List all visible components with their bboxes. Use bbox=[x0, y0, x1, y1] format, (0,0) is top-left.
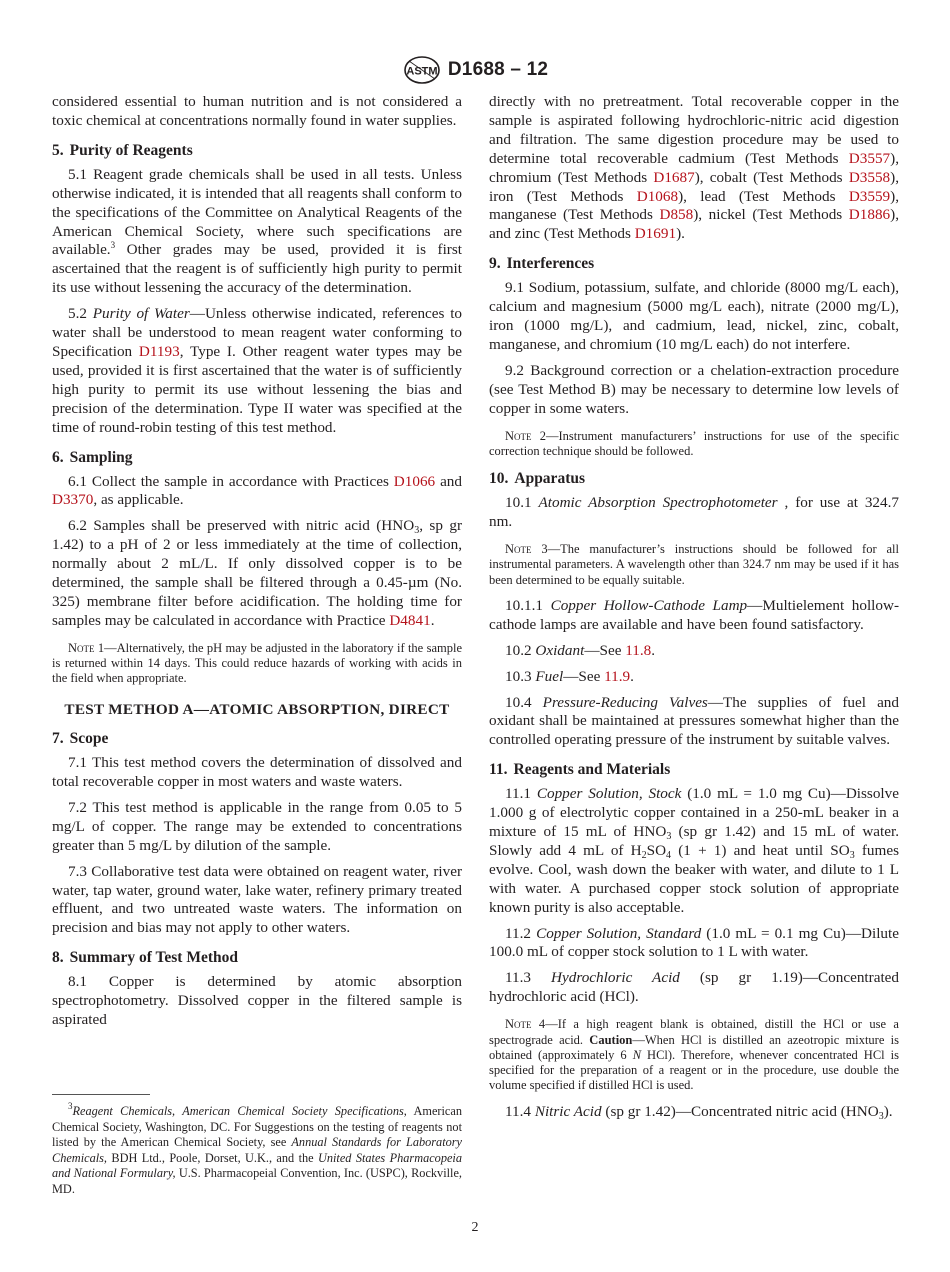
link-d3557[interactable]: D3557 bbox=[848, 149, 891, 167]
paragraph-10-4: 10.4 Pressure-Reducing Valves—The supplies of fuel and oxidant shall be maintained at pressures somewhat higher than the controlled operating pressure of the instrument by suitable valves. bbox=[489, 693, 899, 749]
paragraph-8-1: 8.1 Copper is determined by atomic absorption spectrophotometry. Dissolved copper in the filtered sample is aspirated bbox=[52, 973, 462, 1029]
left-column bbox=[52, 93, 462, 1037]
link-d1068[interactable]: D1068 bbox=[636, 187, 679, 205]
paragraph-11-3: 11.3 Hydrochloric Acid (sp gr 1.19)—Concentrated hydrochloric acid (HCl). bbox=[489, 969, 899, 1006]
astm-logo-icon bbox=[402, 55, 442, 85]
link-d1193[interactable]: D1193 bbox=[138, 342, 180, 360]
note-3: Note 3—The manufacturer’s instructions should be followed for all instrumental parameters. A wavelength other than 324.7 nm may be used if it has been determined to be equally suitable. bbox=[489, 542, 899, 587]
paragraph-10-2: 10.2 Oxidant—See 11.8. bbox=[505, 641, 656, 659]
paragraph-7-3: 7.3 Collaborative test data were obtained on reagent water, river water, tap water, ground water, lake water, refinery primary treated effluent, and two untreated waste waters. The information on precision and bias may not apply to other waters. bbox=[52, 862, 462, 937]
paragraph-5-1: 5.1 Reagent grade chemicals shall be used in all tests. Unless otherwise indicated, it is intended that all reagents shall conform to the specifications of the Committee on Analytical Reagents of the American Chemical Society, where such specifications are available.$^3$ Other grades may be used, provided it is first ascertained that the reagent is of sufficiently high purity to permit its use without lessening the accuracy of the determination. bbox=[52, 165, 462, 297]
paragraph-11-2: 11.2 Copper Solution, Standard (1.0 mL = 0.1 mg Cu)—Dilute 100.0 mL of copper stock solution to 1 L with water. bbox=[489, 924, 899, 961]
link-d1066[interactable]: D1066 bbox=[393, 472, 436, 490]
footnote-3: $^3$Reagent Chemicals, American Chemical Society Specifications, American Chemical Society, Washington, DC. For Suggestions on the testing of reagents not listed by the American Chemical Society, see Annual Standards for Laboratory Chemicals, BDH Ltd., Poole, Dorset, U.K., and the United States Pharmacopeia and National Formulary, U.S. Pharmacopeial Convention, Inc. (USPC), Rockville, MD. bbox=[52, 1101, 463, 1196]
paragraph-7-2: 7.2 This test method is applicable in the range from 0.05 to 5 mg/L of copper. The range may be extended to concentrations greater than 5 mg/L by dilution of the sample. bbox=[52, 798, 462, 854]
paragraph-6-2: 6.2 Samples shall be preserved with nitric acid ($HNO_3$, sp gr 1.42) to a pH of 2 or less immediately at the time of collection, normally about 2 mL/L. If only dissolved copper is to be determined, the sample shall be filtered through a 0.45-µm (No. 325) membrane filter before acidification. The holding time for samples may be calculated in accordance with Practice D4841. bbox=[52, 517, 463, 629]
section-10-heading: 10. Apparatus bbox=[489, 470, 586, 488]
link-11-9[interactable]: 11.9 bbox=[604, 667, 631, 685]
section-5-heading: 5. Purity of Reagents bbox=[52, 141, 193, 159]
paragraph-6-1: 6.1 Collect the sample in accordance with Practices D1066 and D3370, as applicable. bbox=[52, 472, 462, 509]
page-header bbox=[0, 52, 950, 88]
paragraph-9-2: 9.2 Background correction or a chelation-extraction procedure (see Test Method B) may be necessary to determine low levels of copper in some waters. bbox=[489, 361, 899, 417]
paragraph-10-1: 10.1 Atomic Absorption Spectrophotometer , for use at 324.7 nm. bbox=[489, 494, 900, 531]
footnote-ref-3[interactable]: 3 bbox=[110, 240, 116, 251]
link-11-8[interactable]: 11.8 bbox=[625, 641, 652, 659]
link-d4841[interactable]: D4841 bbox=[389, 611, 431, 629]
paragraph-9-1: 9.1 Sodium, potassium, sulfate, and chloride (8000 mg/L each), calcium and magnesium (5000 mg/L each), nitrate (2000 mg/L), iron (1000 mg/L), and cadmium, lead, nickel, zinc, cobalt, manganese, and chromium (10 mg/L each) do not interfere. bbox=[489, 279, 899, 353]
link-d858[interactable]: D858 bbox=[659, 206, 694, 224]
link-d3559[interactable]: D3559 bbox=[848, 187, 891, 205]
svg-text:ASTM: ASTM bbox=[406, 65, 438, 78]
page-number: 2 bbox=[471, 1220, 479, 1235]
link-d3558[interactable]: D3558 bbox=[848, 168, 891, 186]
paragraph-10-1-1: 10.1.1 Copper Hollow-Cathode Lamp—Multielement hollow-cathode lamps are available and have been found satisfactory. bbox=[489, 596, 900, 633]
section-8-heading: 8. Summary of Test Method bbox=[52, 949, 238, 967]
footnote-divider bbox=[52, 1094, 150, 1095]
document-id: D1688 – 12 bbox=[447, 59, 549, 80]
link-d1687[interactable]: D1687 bbox=[653, 168, 695, 186]
paragraph-11-1: 11.1 Copper Solution, Stock (1.0 mL = 1.0 mg Cu)—Dissolve 1.000 g of electrolytic copper contained in a 250-mL beaker in a mixture of 15 mL of $HNO_3$ (sp gr 1.42) and 15 mL of water. Slowly add 4 mL of $H_2SO_4$ (1 + 1) and heat until $SO_3$ fumes evolve. Cool, wash down the beaker with water, and dilute to 1 L with water. A purchased copper stock solution of appropriate known purity is also acceptable. bbox=[489, 785, 900, 916]
test-method-a-heading: TEST METHOD A—ATOMIC ABSORPTION, DIRECT bbox=[64, 700, 450, 718]
paragraph-5-2: 5.2 Purity of Water—Unless otherwise indicated, references to water shall be understood to mean reagent water conforming to Specification D1193, Type I. Other reagent water types may be used, provided it is first ascertained that the water is of sufficiently high purity to permit its use without lessening the bias and precision of the determination. Type II water was specified at the time of round-robin testing of this test method. bbox=[52, 305, 463, 436]
note-2: Note 2—Instrument manufacturers’ instructions for use of the specific correction technique should be followed. bbox=[489, 428, 899, 458]
paragraph-8-1-continued: directly with no pretreatment. Total recoverable copper in the sample is aspirated following hydrochloric-nitric acid digestion and filtration. The same digestion procedure may be used to determine total recoverable cadmium (Test Methods D3557), chromium (Test Methods D1687), cobalt (Test Methods D3558), iron (Test Methods D1068), lead (Test Methods D3559), manganese (Test Methods D858), nickel (Test Methods D1886), and zinc (Test Methods D1691). bbox=[489, 93, 900, 243]
section-9-heading: 9. Interferences bbox=[489, 255, 595, 273]
paragraph-7-1: 7.1 This test method covers the determination of dissolved and total recoverable copper in most waters and waste waters. bbox=[52, 754, 462, 791]
section-7-heading: 7. Scope bbox=[52, 730, 109, 748]
intro-paragraph: considered essential to human nutrition and is not considered a toxic chemical at concentrations normally found in water supplies. bbox=[52, 93, 462, 129]
paragraph-10-3: 10.3 Fuel—See 11.9. bbox=[505, 667, 634, 685]
link-d3370[interactable]: D3370 bbox=[52, 491, 94, 509]
right-column bbox=[489, 93, 899, 1129]
link-d1691[interactable]: D1691 bbox=[634, 225, 677, 243]
section-11-heading: 11. Reagents and Materials bbox=[489, 761, 671, 779]
note-1: Note 1—Alternatively, the pH may be adjusted in the laboratory if the sample is returned within 14 days. This could reduce hazards of working with acids in the field when appropriate. bbox=[52, 640, 462, 686]
note-4: Note 4—If a high reagent blank is obtained, distill the HCl or use a spectrograde acid. Caution—When HCl is distilled an azeotropic mixture is obtained (approximately 6 N HCl). Therefore, whenever concentrated HCl is specified for the preparation of a reagent or in the procedure, use double the volume specified if distilled HCl is used. bbox=[489, 1017, 899, 1093]
link-d1886[interactable]: D1886 bbox=[848, 206, 891, 224]
paragraph-11-4: 11.4 Nitric Acid (sp gr 1.42)—Concentrated nitric acid $(HNO_3)$. bbox=[505, 1102, 893, 1122]
section-6-heading: 6. Sampling bbox=[52, 448, 133, 466]
